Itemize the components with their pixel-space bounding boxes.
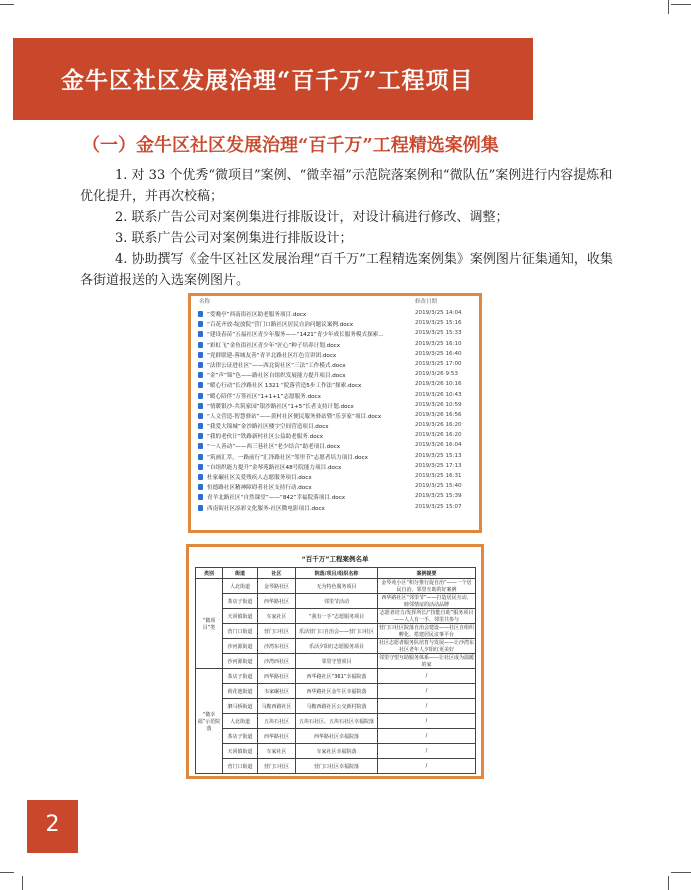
table-cell: 茶店子街道: [223, 594, 258, 609]
table-row: [196, 684, 476, 699]
file-date: 2019/3/26 16:56: [415, 411, 462, 418]
word-document-icon: [198, 474, 203, 480]
header-cell: 案例提要: [378, 568, 476, 579]
word-document-icon: [198, 505, 203, 511]
table-cell: 人北街道: [223, 579, 258, 594]
table-cell: /: [378, 744, 476, 759]
file-date: 2019/3/25 14:04: [415, 310, 462, 316]
table-cell: 沙湾西社区: [258, 654, 296, 669]
case-table: [195, 567, 476, 774]
table-cell: 天回镇街道: [223, 744, 258, 759]
table-cell: 西华路社区: [258, 594, 296, 609]
crop-mark: [668, 876, 669, 890]
file-row[interactable]: [196, 503, 476, 513]
word-document-icon: [198, 494, 203, 500]
table-cell: 西华路社区: [258, 669, 296, 684]
file-name: “爱晚亭”西南街社区助老服务项目.docx: [207, 312, 307, 318]
table-cell: 西华路社区: [258, 729, 296, 744]
file-date: 2019/3/26 16:20: [415, 422, 462, 429]
file-name: 杜家碾社区关爱残疾人志愿服务项目.docx: [207, 475, 312, 481]
file-row[interactable]: [196, 309, 476, 319]
table-cell: 邻里节活动: [296, 594, 378, 609]
word-document-icon: [198, 352, 203, 358]
file-row[interactable]: [196, 482, 476, 492]
file-row[interactable]: [196, 329, 476, 339]
paragraph-3-text: 3. 联系广告公司对案例集进行排版设计；: [115, 231, 353, 246]
file-row[interactable]: [196, 452, 476, 462]
file-row[interactable]: [196, 360, 476, 370]
file-date: 2019/3/26 9:53: [415, 371, 459, 378]
file-name: “彩虹飞”金鱼街社区青少年“匠心”种子培养计划.docx: [207, 342, 341, 349]
word-document-icon: [198, 372, 203, 378]
file-date: 2019/3/25 16:10: [415, 340, 462, 347]
word-document-icon: [198, 454, 203, 460]
table-cell: /: [378, 669, 476, 684]
crop-mark: [671, 4, 691, 5]
file-date: 2019/3/25 15:39: [415, 493, 462, 500]
word-document-icon: [198, 342, 203, 348]
paragraph-2-text: 2. 联系广告公司对案例集进行排版设计，对设计稿进行修改、调整；: [115, 210, 509, 225]
crop-mark: [0, 872, 14, 873]
file-row[interactable]: [196, 401, 476, 411]
paragraph-3: [80, 228, 620, 249]
table-row: [196, 624, 476, 639]
word-document-icon: [198, 433, 203, 439]
table-cell: 马鞍西路社区: [258, 699, 296, 714]
file-date: 2019/3/25 16:40: [415, 350, 462, 357]
case-table-title: “百千万”工程案例名单: [301, 555, 369, 563]
table-cell: /: [378, 759, 476, 774]
word-document-icon: [198, 311, 203, 317]
table-cell: 营门口街道: [223, 759, 258, 774]
table-row: [196, 714, 476, 729]
word-document-icon: [198, 423, 203, 429]
table-row: [196, 609, 476, 624]
table-cell: 荷花池街道: [223, 684, 258, 699]
table-cell: 无为特色服务项目: [296, 579, 378, 594]
category-cell: “微幸福”示范院落: [196, 669, 223, 774]
table-row: [196, 669, 476, 684]
file-name: “暖心行动”长沙路社区 1321 “院落营造5步工作法”探索.docx: [207, 383, 362, 390]
file-name: 西南街社区添彩文化服务-社区微电影项目.docx: [207, 505, 325, 512]
file-row[interactable]: [196, 472, 476, 482]
file-date: 2019/3/26 10:59: [415, 401, 462, 408]
file-list: [196, 309, 476, 513]
table-row: [196, 699, 476, 714]
table-cell: 社区志愿者服务队培育与发展——让沙湾东社区老年人夕阳红更美好: [379, 640, 475, 653]
header-band: [13, 38, 533, 120]
table-cell: 车家社区幸福院落: [296, 744, 378, 759]
paragraph-4: [80, 249, 620, 291]
table-cell: 邻里守望互助服务体系——让社区成为温暖的家: [379, 655, 475, 668]
table-cell: 沙河源街道: [223, 654, 258, 669]
file-row[interactable]: [196, 370, 476, 380]
word-document-icon: [198, 321, 203, 327]
table-cell: 韦家碾社区: [258, 684, 296, 699]
table-cell: /: [378, 729, 476, 744]
file-row[interactable]: [196, 319, 476, 329]
file-date: 2019/3/25 15:16: [415, 320, 462, 327]
file-date: 2019/3/25 16:31: [415, 473, 462, 479]
file-name: “党群联建-蓉城友善”青羊北路社区红色宣讲团.docx: [207, 352, 337, 359]
file-row[interactable]: [196, 391, 476, 401]
file-date: 2019/3/26 16:20: [415, 432, 462, 439]
file-row[interactable]: [196, 411, 476, 421]
word-document-icon: [198, 393, 203, 399]
file-row[interactable]: [196, 421, 476, 431]
table-row: [196, 639, 476, 654]
category-cell: “微项目”类: [196, 579, 223, 669]
table-cell: 西华路社区金牛区幸福院落: [296, 684, 378, 699]
table-cell: 营门口社区幸福院落: [296, 759, 378, 774]
table-cell: 营门口社区院落自治会建设——社区自组织孵化、搭建居民议事平台: [379, 625, 475, 638]
section-title: （一）金牛区社区发展治理“百千万”工程精选案例集: [82, 135, 499, 156]
word-document-icon: [198, 362, 203, 368]
paragraph-2: [80, 207, 620, 228]
table-cell: 营门口社区: [258, 759, 296, 774]
table-cell: 乐活夕阳红志愿服务项目: [296, 639, 378, 654]
paragraph-1-text: 1. 对 33 个优秀“微项目”案例、“微幸福”示范院落案例和“微队伍”案例进行内容提炼和优化提升，并再次校稿；: [80, 168, 613, 204]
table-cell: 志愿者培力/发挥所长/“技能自助”服务项目——人人有一手、邻里共参与: [378, 609, 476, 624]
table-cell: 沙河源街道: [223, 639, 258, 654]
table-row: [196, 744, 476, 759]
table-cell: 五块石社区: [258, 714, 296, 729]
file-name: “百花齐放-绽放院”营门口路社区居民自治问题议案例.docx: [207, 322, 354, 329]
file-name: “筑画汇萃，一路前行”汇泽路社区“邻里节”志愿者培力项目.docx: [207, 454, 368, 461]
word-document-icon: [198, 413, 203, 419]
file-name: “法律公证进社区”——西北街社区“三法”工作模式.docx: [207, 362, 346, 369]
table-cell: 西华路社区幸福院落: [296, 729, 378, 744]
table-cell: 邻里守望项目: [296, 654, 378, 669]
table-cell: 西华路社区“邻里节”——打造居民互动、睦邻情谊的活动品牌: [378, 594, 476, 609]
crop-mark: [671, 872, 691, 873]
table-cell: 车家社区: [258, 609, 296, 624]
file-row[interactable]: [196, 492, 476, 502]
file-date: 2019/3/25 15:07: [415, 503, 462, 510]
table-cell: 营门口街道: [223, 624, 258, 639]
table-row: [196, 759, 476, 774]
table-cell: /: [378, 684, 476, 699]
file-date: 2019/3/25 15:40: [415, 483, 462, 490]
crop-mark: [0, 4, 14, 5]
table-cell: 马鞍西路社区公交新村院落: [296, 699, 378, 714]
crop-mark: [668, 0, 669, 14]
word-document-icon: [198, 403, 203, 409]
table-cell: “我有一手”志愿服务项目: [296, 609, 378, 624]
file-date: 2019/3/25 17:00: [415, 360, 462, 367]
table-cell: 沙湾东社区: [258, 639, 296, 654]
file-date: 2019/3/26 10:16: [415, 381, 462, 388]
table-row: [196, 579, 476, 594]
table-cell: /: [378, 714, 476, 729]
page-number-badge: [27, 800, 78, 853]
file-row[interactable]: [196, 431, 476, 441]
header-cell: 社区: [258, 568, 296, 579]
table-cell: 驷马桥街道: [223, 699, 258, 714]
file-row[interactable]: [196, 350, 476, 360]
file-name: “暖心陪伴”万签社区“1+1+1”志愿服务.docx: [207, 393, 321, 400]
file-date: 2019/3/25 15:33: [415, 330, 462, 337]
file-name: “人文营造-智慧驿站”——黄村社区便民服务驿站暨“乐享家”项目.docx: [207, 413, 382, 420]
file-row[interactable]: [196, 441, 476, 451]
column-name-header: 名称: [199, 299, 211, 305]
table-row: [196, 729, 476, 744]
table-row: [196, 594, 476, 609]
file-date: 2019/3/25 17:13: [415, 462, 462, 469]
word-document-icon: [198, 443, 203, 449]
file-name: 恒德路社区精神障碍者社区支持行动.docx: [207, 485, 312, 492]
table-cell: 人北街道: [223, 714, 258, 729]
file-name: “情暖银沙-共筑家园”银沙路社区“1+5”长者支持计划.docx: [207, 403, 354, 410]
file-row[interactable]: [196, 340, 476, 350]
table-cell: 乐活营门口自治会——营门口社区: [296, 624, 378, 639]
file-name: “我爱大锦城”金沙路社区楼宇空间营造项目.docx: [207, 424, 329, 431]
page-number: 2: [45, 812, 60, 837]
file-list-header: [191, 296, 479, 307]
case-table-screenshot: [186, 544, 484, 779]
table-cell: 车家社区: [258, 744, 296, 759]
file-name: “建设春苗”五福社区青少年服务——“1421”青少年成长服务模式探索...: [207, 332, 384, 339]
word-document-icon: [198, 484, 203, 490]
header-cell: 类别: [196, 568, 223, 579]
table-cell: 营门口社区: [258, 624, 296, 639]
word-document-icon: [198, 464, 203, 470]
file-name: “我的老伙计”铁路新村社区公益助老服务.docx: [207, 434, 324, 441]
table-cell: 茶店子街道: [223, 669, 258, 684]
table-cell: 金琴苑小区“积分推行促自治”——一个居民自治、邻里互助的好案例: [378, 579, 476, 594]
file-name: “一人善动”——西三巷社区“老少结合”助老项目.docx: [207, 444, 341, 451]
header-title: 金牛区社区发展治理“百千万”工程项目: [61, 67, 474, 94]
word-document-icon: [198, 382, 203, 388]
file-date: 2019/3/25 15:13: [415, 452, 462, 459]
file-name: “自组织能力提升”金琴苑路社区48号院能力项目.docx: [207, 464, 342, 471]
table-cell: 五块石社区、五块石社区幸福院落: [296, 714, 378, 729]
header-cell: 院落/项目/组织名称: [296, 568, 378, 579]
table-cell: 西华路社区“361”幸福院落: [296, 669, 378, 684]
table-cell: 天回镇街道: [223, 609, 258, 624]
file-row[interactable]: [196, 462, 476, 472]
table-row: [196, 654, 476, 669]
file-date: 2019/3/26 10:43: [415, 391, 462, 398]
table-cell: 茶店子街道: [223, 729, 258, 744]
column-date-header: 修改日期: [415, 299, 438, 305]
file-date: 2019/3/26 16:04: [415, 442, 462, 449]
file-name: “金”声“锦”色——路社区自组织发展能力提升项目.docx: [207, 373, 346, 380]
word-document-icon: [198, 331, 203, 337]
paragraph-1: [80, 165, 620, 207]
paragraph-4-text: 4. 协助撰写《金牛区社区发展治理“百千万”工程精选案例集》案例图片征集通知，收集各街道报送的入选案例图片。: [80, 252, 613, 288]
file-name: 青羊北路社区“自然课堂”——“842”幸福院落项目.docx: [207, 495, 346, 502]
case-table-header-row: [196, 568, 476, 579]
table-cell: /: [378, 699, 476, 714]
file-list-screenshot: [188, 293, 482, 533]
file-row[interactable]: [196, 380, 476, 390]
header-cell: 街道: [223, 568, 258, 579]
crop-mark: [22, 876, 23, 890]
table-cell: 金琴路社区: [258, 579, 296, 594]
